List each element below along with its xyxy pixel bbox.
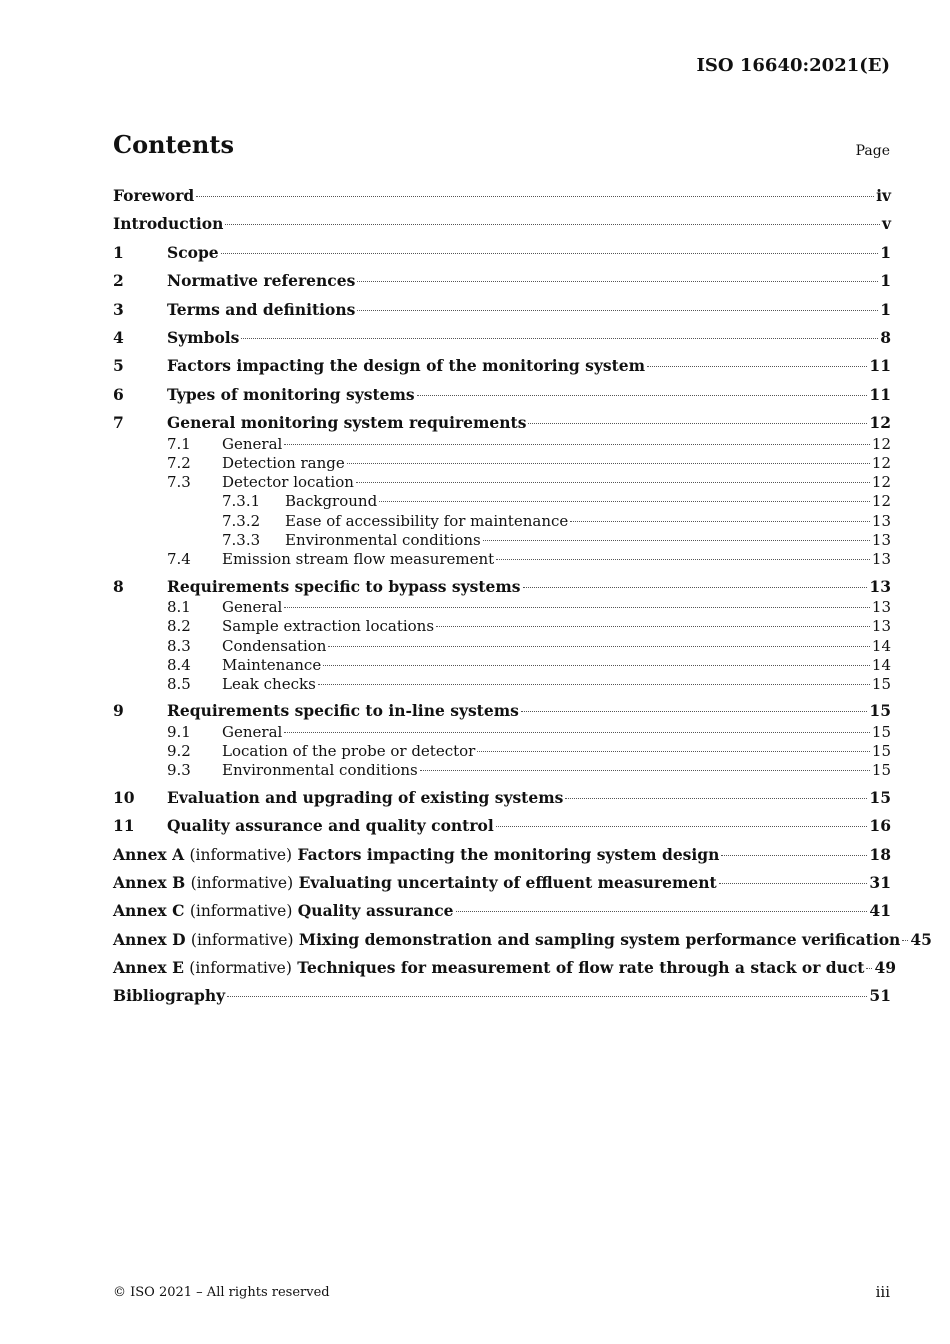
toc-entry-number: 9.3 [167, 761, 191, 780]
toc-entry-title: Maintenance [222, 655, 322, 674]
toc-entry-number: 1 [113, 242, 124, 262]
annex-title: Techniques for measurement of flow rate through a stack or duct [297, 958, 865, 978]
annex-title: Evaluating uncertainty of effluent measurement [298, 872, 717, 892]
toc-entry[interactable] [113, 872, 891, 894]
toc-entry-number: 5 [113, 356, 124, 376]
toc-entry-page: 15 [871, 722, 891, 741]
toc-entry-title [113, 872, 717, 894]
dot-leader [647, 366, 867, 367]
dot-leader [357, 281, 878, 282]
toc-entry-page: 13 [871, 617, 891, 636]
toc-entry-title: Factors impacting the design of the monitoring system [167, 356, 646, 376]
dot-leader [227, 996, 867, 997]
toc-entry-title: Quality assurance and quality control [167, 816, 494, 836]
dot-leader [328, 646, 869, 647]
toc-entry-page: 14 [871, 636, 891, 655]
toc-entry[interactable] [113, 412, 891, 434]
toc-entry-page: 12 [869, 413, 891, 433]
annex-label: Annex A [113, 844, 185, 864]
toc-entry-page: 15 [871, 761, 891, 780]
dot-leader [356, 482, 870, 483]
toc-entry[interactable] [113, 598, 891, 617]
toc-entry-page: v [881, 214, 891, 234]
toc-entry[interactable] [113, 550, 891, 569]
toc-entry-title: Normative references [167, 271, 356, 291]
toc-entry-title [113, 957, 864, 979]
dot-leader [719, 883, 868, 884]
copyright-notice: © ISO 2021 – All rights reserved [113, 1285, 330, 1300]
toc-entry-title: Foreword [113, 186, 195, 205]
toc-entry[interactable] [113, 185, 891, 207]
annex-type-note: (informative) [190, 930, 294, 949]
toc-entry-page: 8 [880, 327, 891, 347]
toc-entry-page: 12 [871, 453, 891, 472]
annex-type-note: (informative) [189, 845, 293, 864]
toc-entry-title: Environmental conditions [285, 531, 481, 549]
toc-entry[interactable] [113, 454, 891, 473]
annex-type-note: (informative) [189, 902, 293, 921]
dot-leader [284, 444, 870, 445]
annex-title: Mixing demonstration and sampling system performance verification [298, 929, 901, 949]
toc-entry-page: 41 [869, 901, 891, 921]
toc-entry-page: 49 [874, 958, 897, 978]
toc-entry[interactable] [113, 576, 891, 598]
toc-entry-number: 8.1 [167, 597, 191, 616]
dot-leader [318, 684, 870, 685]
toc-entry-page: 18 [869, 844, 891, 864]
toc-entry-page: iv [876, 186, 891, 205]
dot-leader [420, 770, 870, 771]
toc-entry-title: Emission stream flow measurement [222, 550, 495, 569]
toc-entry-title: Location of the probe or detector [222, 742, 476, 761]
dot-leader [436, 626, 870, 627]
toc-entry[interactable] [113, 299, 891, 321]
toc-entry-title: Introduction [113, 214, 224, 234]
document-id: ISO 16640:2021(E) [696, 55, 890, 76]
toc-entry[interactable] [113, 675, 891, 694]
toc-entry[interactable] [113, 761, 891, 780]
toc-entry-title: General monitoring system requirements [167, 413, 527, 433]
toc-entry-title: Environmental conditions [222, 761, 418, 780]
toc-entry-number: 3 [113, 299, 124, 319]
dot-leader [241, 338, 878, 339]
toc-entry-page: 12 [871, 492, 891, 511]
toc-entry-title: Bibliography [113, 986, 226, 1006]
toc-entry[interactable] [113, 617, 891, 636]
annex-label: Annex D [113, 929, 186, 949]
toc-entry-number: 9.1 [167, 722, 191, 741]
toc-entry-page: 13 [871, 531, 891, 549]
toc-entry-page: 14 [871, 655, 891, 674]
toc-entry-number: 8.3 [167, 636, 191, 655]
toc-entry-page: 1 [880, 242, 891, 262]
toc-entry-page: 15 [871, 675, 891, 694]
toc-entry-page: 15 [871, 742, 891, 761]
toc-entry[interactable] [113, 985, 891, 1007]
toc-entry-number: 7.3.3 [222, 531, 261, 549]
toc-entry-title [113, 900, 454, 922]
table-of-contents [113, 185, 932, 1008]
toc-entry-number: 7.4 [167, 550, 191, 569]
toc-entry-number: 8.5 [167, 675, 191, 694]
dot-leader [866, 968, 872, 969]
toc-entry-number: 8.2 [167, 617, 191, 636]
annex-label: Annex C [113, 901, 185, 921]
annex-label: Annex B [113, 872, 186, 892]
toc-entry-title: Scope [167, 242, 219, 262]
toc-entry[interactable] [113, 213, 891, 235]
toc-entry[interactable] [113, 815, 891, 837]
toc-entry-page: 31 [869, 872, 891, 892]
toc-entry-number: 7 [113, 413, 124, 433]
toc-entry-title: Evaluation and upgrading of existing systems [167, 787, 564, 807]
dot-leader [196, 196, 874, 197]
toc-entry-number: 7.2 [167, 453, 191, 472]
toc-entry-title: Types of monitoring systems [167, 384, 415, 404]
toc-entry-title: Requirements specific to bypass systems [167, 576, 521, 596]
toc-entry-number: 7.3 [167, 473, 191, 492]
dot-leader [528, 423, 867, 424]
toc-entry-title: Background [285, 492, 378, 511]
toc-entry-page: 13 [871, 511, 891, 530]
dot-leader [496, 559, 870, 560]
toc-entry-title: General [222, 597, 283, 616]
dot-leader [379, 501, 870, 502]
toc-entry-title: Sample extraction locations [222, 617, 435, 636]
dot-leader [565, 798, 867, 799]
annex-type-note: (informative) [190, 873, 294, 892]
dot-leader [221, 253, 879, 254]
dot-leader [284, 607, 870, 608]
toc-entry[interactable] [113, 957, 897, 979]
dot-leader [357, 310, 878, 311]
dot-leader [456, 911, 868, 912]
toc-entry[interactable] [113, 656, 891, 675]
annex-type-note: (informative) [189, 959, 292, 978]
toc-entry-number: 9 [113, 701, 124, 721]
toc-entry-page: 12 [871, 473, 891, 492]
toc-entry-number: 6 [113, 384, 124, 404]
toc-entry-title [113, 929, 900, 951]
annex-title: Factors impacting the monitoring system design [297, 844, 720, 864]
toc-entry-page: 15 [869, 787, 891, 807]
toc-entry-page: 1 [880, 299, 891, 319]
toc-entry[interactable] [113, 929, 932, 951]
toc-entry-title: General [222, 722, 283, 741]
dot-leader [721, 855, 867, 856]
toc-entry[interactable] [113, 473, 891, 492]
dot-leader [523, 587, 868, 588]
toc-entry[interactable] [113, 700, 891, 722]
toc-entry-title: Leak checks [222, 675, 316, 694]
contents-heading: Contents [113, 130, 234, 159]
page-column-label: Page [855, 143, 890, 159]
toc-entry-number: 7.3.1 [222, 492, 261, 511]
toc-entry-title: Ease of accessibility for maintenance [285, 511, 569, 530]
dot-leader [417, 395, 868, 396]
dot-leader [521, 711, 868, 712]
page-number: iii [875, 1283, 890, 1301]
toc-entry-page: 13 [871, 597, 891, 616]
toc-entry-page: 1 [880, 271, 891, 291]
dot-leader [477, 751, 870, 752]
dot-leader [902, 940, 908, 941]
toc-entry-page: 11 [869, 384, 891, 404]
toc-entry-title: General [222, 434, 283, 453]
annex-title: Quality assurance [297, 901, 454, 921]
dot-leader [496, 826, 868, 827]
dot-leader [323, 665, 870, 666]
toc-entry-page: 11 [869, 356, 891, 376]
dot-leader [284, 732, 870, 733]
toc-entry[interactable] [113, 355, 891, 377]
toc-entry[interactable] [113, 637, 891, 656]
toc-entry[interactable] [113, 742, 891, 761]
toc-entry-page: 51 [869, 986, 891, 1006]
dot-leader [483, 540, 870, 541]
toc-entry[interactable] [113, 242, 891, 264]
toc-entry-number: 9.2 [167, 742, 191, 761]
toc-entry[interactable] [113, 435, 891, 454]
toc-entry-title: Detection range [222, 453, 345, 472]
toc-entry-title: Symbols [167, 327, 240, 347]
toc-entry-page: 15 [869, 701, 891, 721]
toc-entry[interactable] [113, 327, 891, 349]
toc-entry-page: 12 [871, 434, 891, 453]
toc-entry[interactable] [113, 512, 891, 531]
dot-leader [347, 463, 870, 464]
toc-entry-title: Condensation [222, 636, 327, 655]
toc-entry-title: Detector location [222, 473, 354, 492]
dot-leader [570, 521, 870, 522]
toc-entry-page: 13 [869, 576, 891, 596]
dot-leader [225, 224, 880, 225]
toc-entry-page: 45 [910, 929, 932, 949]
annex-label: Annex E [113, 958, 184, 978]
toc-entry-number: 8.4 [167, 655, 191, 674]
toc-entry-title: Requirements specific to in-line systems [167, 701, 519, 721]
toc-entry-number: 4 [113, 327, 124, 347]
toc-entry-number: 7.3.2 [222, 511, 261, 530]
toc-entry[interactable] [113, 270, 891, 292]
toc-entry[interactable] [113, 900, 891, 922]
toc-entry-number: 7.1 [167, 434, 191, 453]
toc-entry[interactable] [113, 492, 891, 511]
toc-entry-title [113, 844, 719, 866]
toc-entry[interactable] [113, 723, 891, 742]
toc-entry-page: 16 [869, 816, 891, 836]
toc-entry-number: 11 [113, 816, 135, 836]
toc-entry-number: 2 [113, 271, 124, 291]
toc-entry-number: 8 [113, 576, 124, 596]
toc-entry[interactable] [113, 531, 891, 550]
toc-entry-page: 13 [871, 550, 891, 569]
toc-entry[interactable] [113, 787, 891, 809]
toc-entry-number: 10 [113, 787, 135, 807]
toc-entry[interactable] [113, 844, 891, 866]
toc-entry[interactable] [113, 384, 891, 406]
toc-entry-title: Terms and definitions [167, 299, 356, 319]
